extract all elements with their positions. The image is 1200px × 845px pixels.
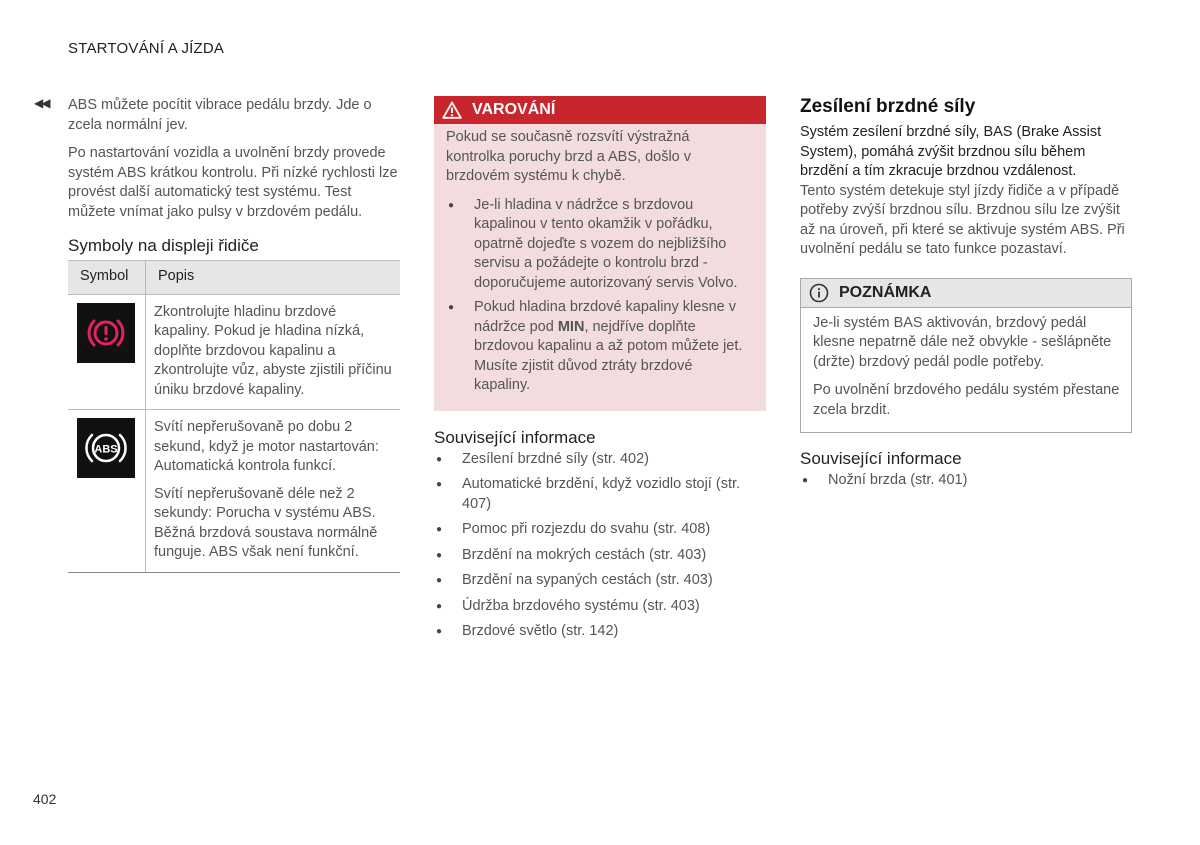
- related-link[interactable]: ● Brzdění na mokrých cestách (str. 403): [434, 546, 766, 566]
- paragraph: Po nastartování vozidla a uvolnění brzdy provede systém ABS krátkou kontrolu. Při nízké rychlosti lze provést další automatický test systému. Test můžete vnímat jako pulsy v brzdovém pedálu.: [68, 145, 398, 220]
- symbol-cell: [68, 410, 146, 573]
- description-text: Svítí nepřerušovaně déle než 2 sekundy: Porucha v systému ABS. Běžná brzdová soustava normálně funguje. ABS však není funkční.: [154, 485, 378, 560]
- abs-icon-label: ABS: [94, 443, 118, 456]
- note-title: POZNÁMKA: [839, 283, 932, 301]
- lead-paragraph: Systém zesílení brzdné síly, BAS (Brake Assist System), pomáhá zvýšit brzdnou sílu během brzdění a tím zkracuje brzdnou vzdálenost.: [800, 124, 1102, 179]
- warning-intro: Pokud se současně rozsvítí výstražná kontrolka poruchy brzd a ABS, došlo v brzdovém systému k chybě.: [446, 129, 692, 184]
- min-label: MIN: [557, 318, 585, 335]
- warning-triangle-icon: [442, 101, 462, 119]
- warning-list: [446, 196, 752, 396]
- warning-header: [434, 96, 766, 124]
- brake-warning-icon: [77, 303, 135, 363]
- description-text: Svítí nepřerušovaně po dobu 2 sekund, když je motor nastartován: Automatická kontrola funkcí.: [154, 419, 379, 474]
- description-text: Zkontrolujte hladinu brzdové kapaliny. Pokud je hladina nízká, doplňte brzdovou kapalinu a zkontrolujte vůz, abyste zjistili příčinu úniku brzdové kapaliny.: [154, 303, 392, 398]
- note-text: Po uvolnění brzdového pedálu systém přestane zcela brzdit.: [813, 382, 1120, 418]
- note-header: [801, 279, 1131, 308]
- related-link[interactable]: ● Zesílení brzdné síly (str. 402): [434, 450, 766, 470]
- note-body: [801, 308, 1131, 433]
- paragraph: Tento systém detekuje styl jízdy řidiče a v případě potřeby zvýší brzdnou sílu. Brzdnou sílu lze zvýšit až na úroveň, při které se aktivuje systém ABS. Při uvolnění pedálu se tato funkce pozastaví.: [800, 182, 1125, 257]
- info-icon: [809, 283, 829, 303]
- table-header-row: [68, 261, 400, 295]
- page-header: STARTOVÁNÍ A JÍZDA: [68, 40, 225, 57]
- warning-box: [434, 96, 766, 411]
- column-bas: [800, 96, 1132, 497]
- related-list: [800, 471, 1132, 491]
- warning-title: VAROVÁNÍ: [472, 101, 556, 118]
- table-row: [68, 410, 400, 573]
- related-link[interactable]: ● Údržba brzdového systému (str. 403): [434, 597, 766, 617]
- column-header: Symbol: [68, 261, 146, 295]
- page-number: 402: [33, 791, 57, 807]
- related-list: [434, 450, 766, 642]
- column-header: Popis: [146, 261, 401, 295]
- list-item: [446, 298, 752, 396]
- abs-icon: [77, 418, 135, 478]
- continued-from-previous-icon: ◀◀: [34, 96, 49, 110]
- paragraph: ABS můžete pocítit vibrace pedálu brzdy. Jde o zcela normální jev.: [68, 97, 372, 133]
- related-link[interactable]: ● Automatické brzdění, když vozidlo stojí (str. 407): [434, 475, 766, 514]
- description-cell: [146, 294, 401, 410]
- list-item-text: , nejdříve doplňte brzdovou kapalinu a až potom můžete jet. Musíte zjistit důvod ztráty brzdové kapaliny.: [474, 318, 743, 393]
- section-heading: Symboly na displeji řidiče: [68, 236, 259, 255]
- symbols-table: [68, 260, 400, 573]
- section-title: Zesílení brzdné síly: [800, 96, 976, 117]
- column-warning: [434, 96, 766, 648]
- note-box: [800, 278, 1132, 434]
- symbol-cell: [68, 294, 146, 410]
- related-heading: Související informace: [800, 449, 962, 468]
- note-text: Je-li systém BAS aktivován, brzdový pedál klesne nepatrně dále než obvykle - sešlápněte (držte) brzdový pedál podle potřeby.: [813, 314, 1112, 370]
- related-heading: Související informace: [434, 427, 596, 447]
- related-link[interactable]: ● Nožní brzda (str. 401): [800, 471, 1132, 491]
- table-row: [68, 294, 400, 410]
- related-link[interactable]: ● Brzdové světlo (str. 142): [434, 622, 766, 642]
- description-cell: [146, 410, 401, 573]
- column-abs: [34, 96, 400, 573]
- list-item: ● Je-li hladina v nádržce s brzdovou kapalinou v tento okamžik v pořádku, opatrně dojeďte s vozem do nejbližšího servisu a požádejte o kontrolu brzd - doporučujeme autorizovaný servis Volvo.: [446, 196, 752, 294]
- related-link[interactable]: ● Pomoc při rozjezdu do svahu (str. 408): [434, 520, 766, 540]
- list-item-text: Pokud hladina brzdové kapaliny klesne v nádržce pod: [474, 299, 736, 335]
- warning-body: [434, 124, 766, 396]
- related-link[interactable]: ● Brzdění na sypaných cestách (str. 403): [434, 571, 766, 591]
